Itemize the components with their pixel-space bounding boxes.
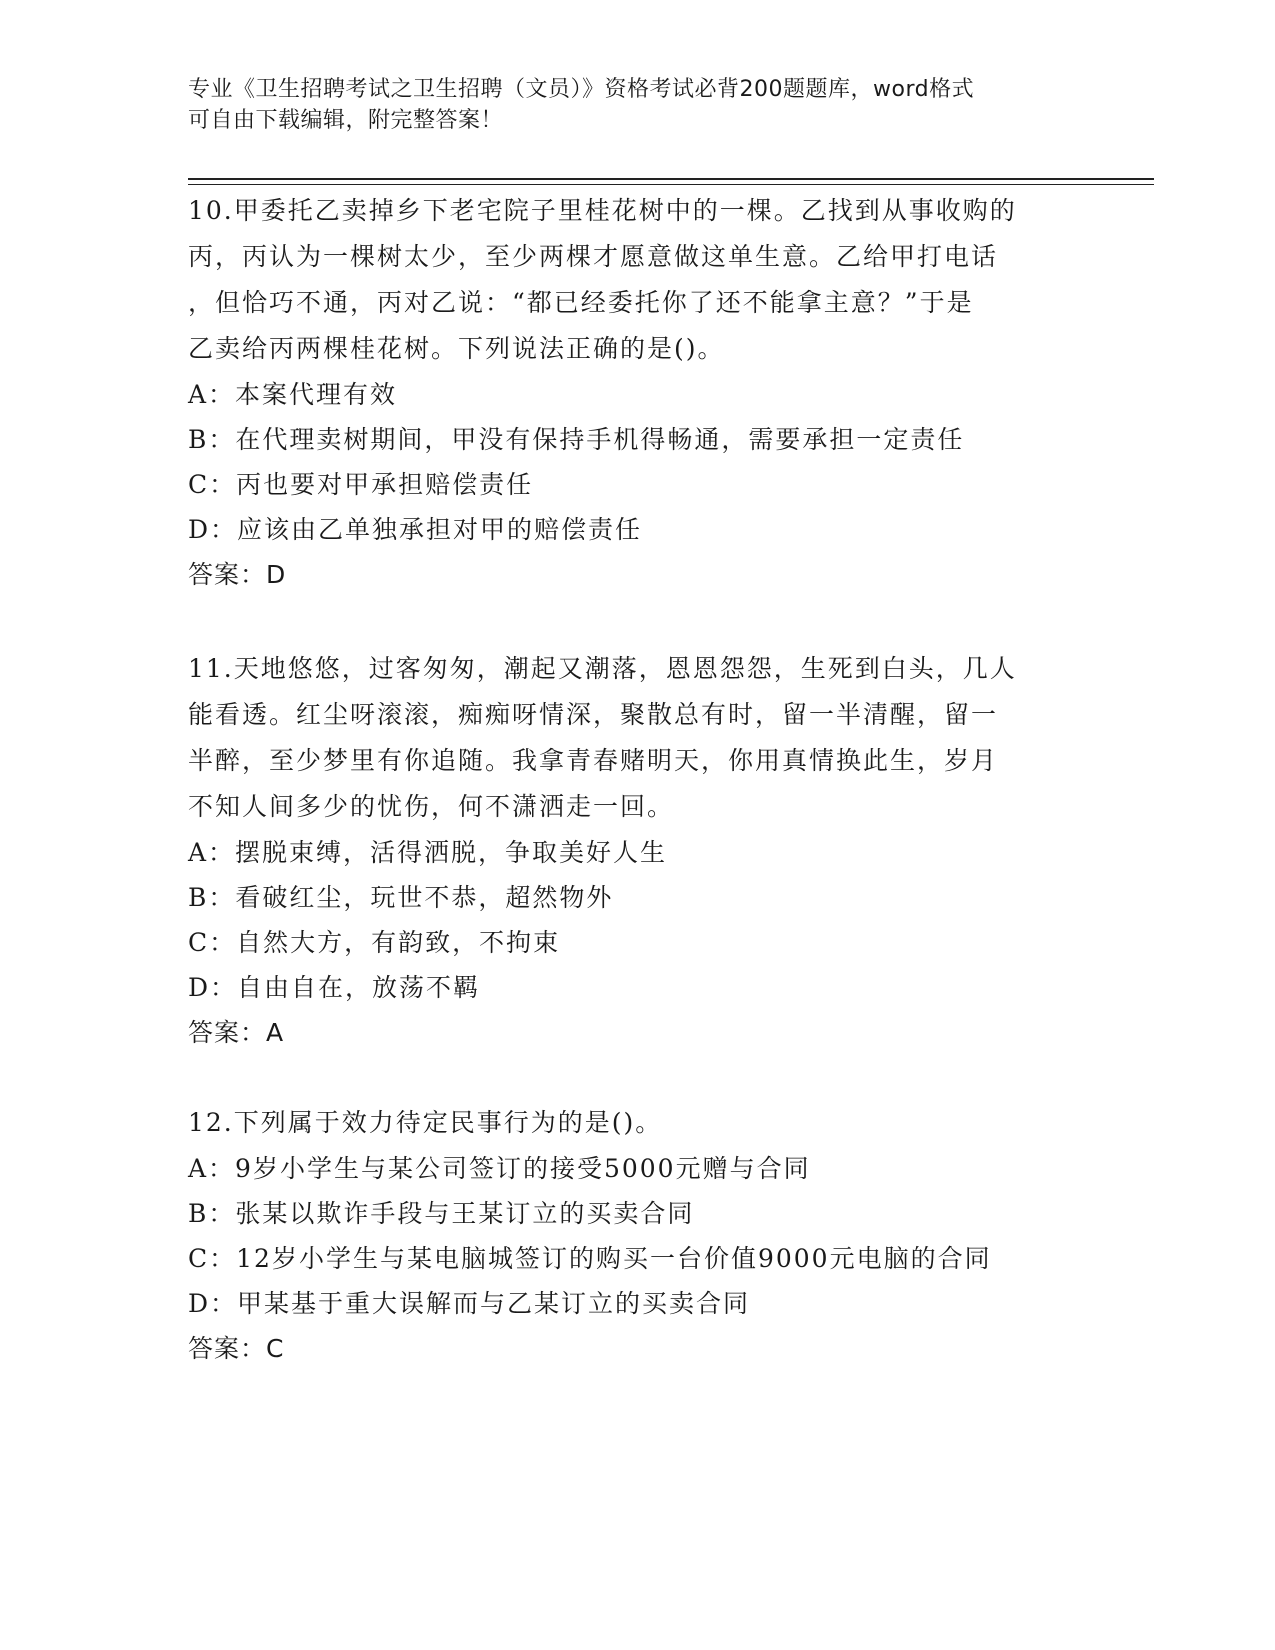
option-b: B：看破红尘，玩世不恭，超然物外 (188, 883, 614, 912)
question-stem-line: 丙，丙认为一棵树太少，至少两棵才愿意做这单生意。乙给甲打电话 (188, 242, 999, 271)
option-c: C：自然大方，有韵致，不拘束 (188, 928, 561, 957)
question-stem-line: 能看透。红尘呀滚滚，痴痴呀情深，聚散总有时，留一半清醒，留一 (188, 700, 999, 729)
option-d: D：应该由乙单独承担对甲的赔偿责任 (188, 515, 643, 544)
option-a: A：9岁小学生与某公司签订的接受5000元赠与合同 (188, 1154, 811, 1183)
question-stem-line: 10.甲委托乙卖掉乡下老宅院子里桂花树中的一棵。乙找到从事收购的 (188, 196, 1017, 225)
option-b: B：在代理卖树期间，甲没有保持手机得畅通，需要承担一定责任 (188, 425, 965, 454)
document-header (188, 74, 1088, 136)
question-stem-line: 11.天地悠悠，过客匆匆，潮起又潮落，恩恩怨怨，生死到白头，几人 (188, 654, 1017, 683)
question-10 (188, 188, 1088, 598)
question-stem-line: 乙卖给丙两棵桂花树。下列说法正确的是()。 (188, 334, 725, 363)
option-d: D：自由自在，放荡不羁 (188, 973, 481, 1002)
question-stem-line: 不知人间多少的忧伤，何不潇洒走一回。 (188, 792, 675, 821)
question-12 (188, 1100, 1088, 1372)
header-divider-thin (188, 184, 1154, 185)
option-a: A：本案代理有效 (188, 380, 398, 409)
question-11 (188, 646, 1088, 1056)
option-c: C：丙也要对甲承担赔偿责任 (188, 470, 534, 499)
option-d: D：甲某基于重大误解而与乙某订立的买卖合同 (188, 1289, 751, 1318)
answer-line: 答案：D (188, 560, 287, 589)
option-c: C：12岁小学生与某电脑城签订的购买一台价值9000元电脑的合同 (188, 1244, 992, 1273)
answer-line: 答案：C (188, 1334, 285, 1363)
question-stem-line: 半醉，至少梦里有你追随。我拿青春赌明天，你用真情换此生，岁月 (188, 746, 999, 775)
header-divider-thick (188, 178, 1154, 180)
option-a: A：摆脱束缚，活得洒脱，争取美好人生 (188, 838, 668, 867)
header-title-line-1: 专业《卫生招聘考试之卫生招聘（文员）》资格考试必背200题题库，word格式 (188, 77, 975, 102)
header-title-line-2: 可自由下载编辑，附完整答案！ (188, 108, 504, 133)
question-stem-line: 12.下列属于效力待定民事行为的是()。 (188, 1108, 663, 1137)
option-b: B：张某以欺诈手段与王某订立的买卖合同 (188, 1199, 695, 1228)
question-stem-line: ，但恰巧不通，丙对乙说：“都已经委托你了还不能拿主意？”于是 (188, 288, 974, 317)
answer-line: 答案：A (188, 1018, 285, 1047)
